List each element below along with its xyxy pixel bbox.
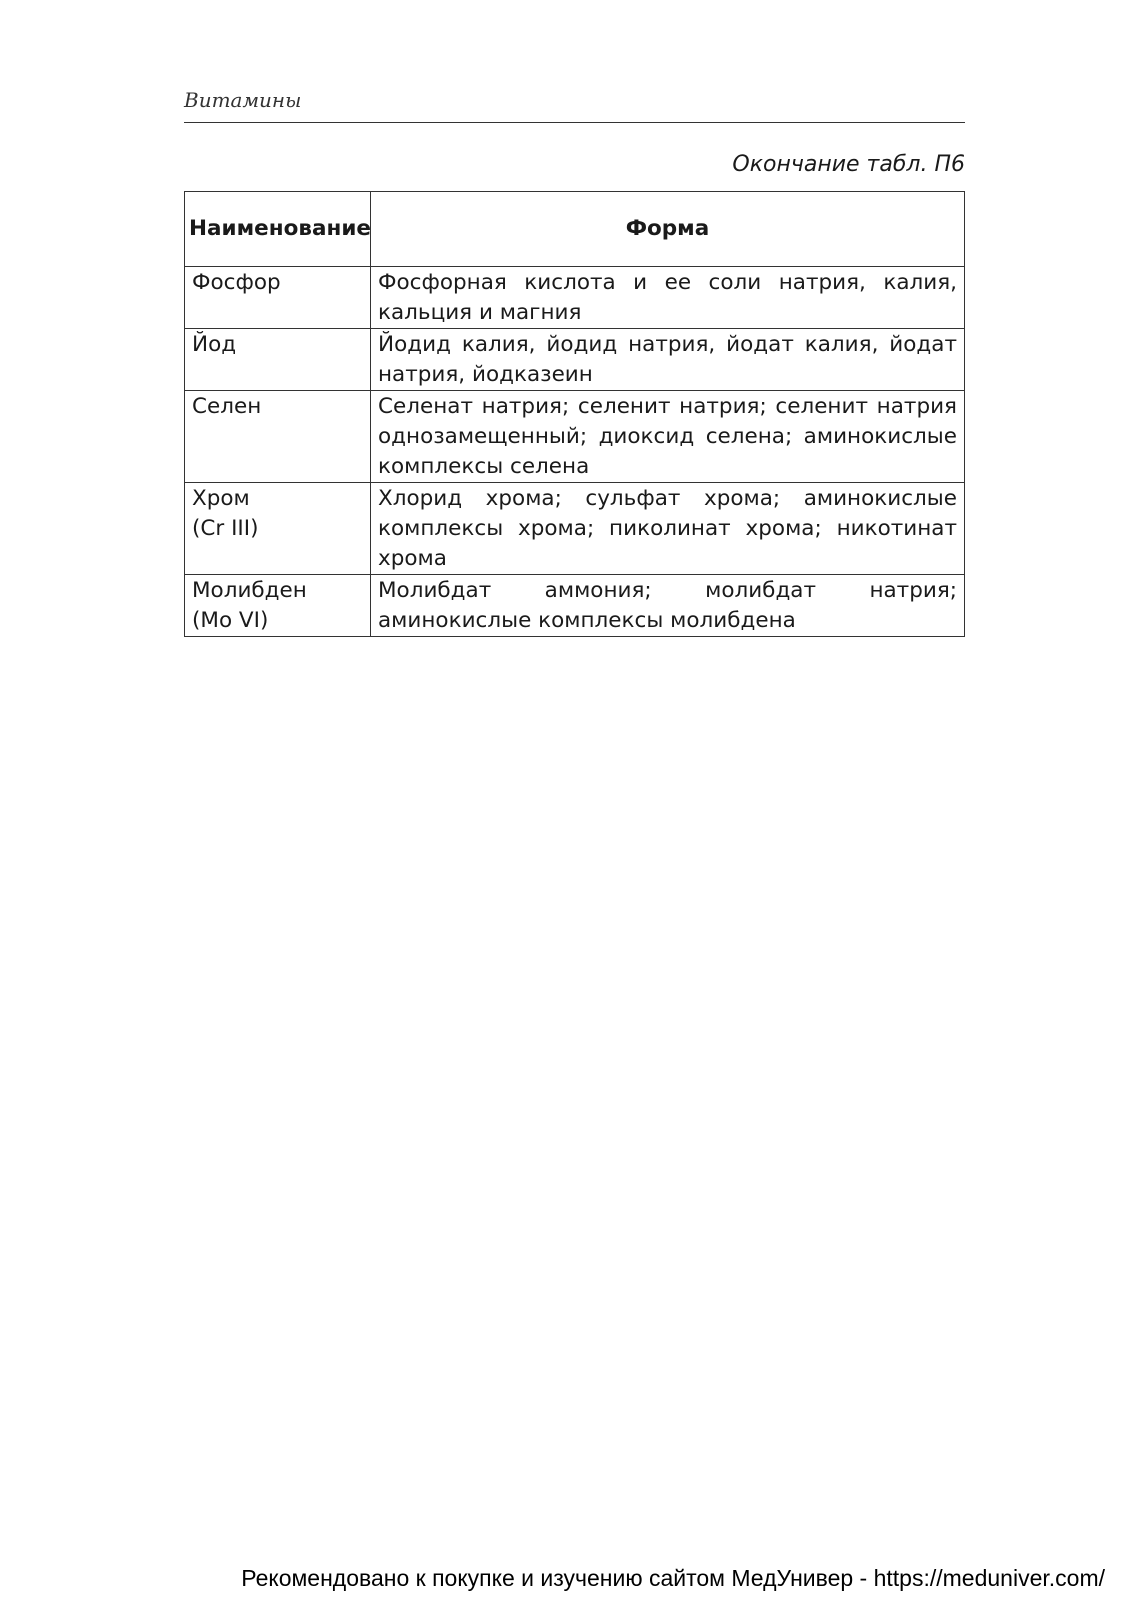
element-form: Селенат натрия; селенит натрия; селенит натрия однозамещенный; диоксид селена; аминокислые комплексы селена (371, 391, 965, 483)
footer-recommendation: Рекомендовано к покупке и изучению сайтом МедУнивер - https://meduniver.com/ (241, 1565, 1105, 1591)
table-row (185, 391, 965, 483)
element-name: Хром (Cr III) (185, 483, 371, 575)
element-name: Молибден (Mo VI) (185, 575, 371, 637)
header-name: Наименование (185, 192, 371, 267)
element-form: Йодид калия, йодид натрия, йодат калия, йодат натрия, йодказеин (371, 329, 965, 391)
element-form: Фосфорная кислота и ее соли натрия, калия, кальция и магния (371, 267, 965, 329)
table-row (185, 329, 965, 391)
table-caption: Окончание табл. П6 (732, 152, 965, 177)
running-head: Витамины (184, 88, 302, 112)
element-name: Фосфор (185, 267, 371, 329)
table-row (185, 483, 965, 575)
table-header-row (185, 192, 965, 267)
header-form: Форма (371, 192, 965, 267)
table-row (185, 267, 965, 329)
element-form: Молибдат аммония; молибдат натрия; аминокислые комплексы молибдена (371, 575, 965, 637)
element-name: Йод (185, 329, 371, 391)
header-rule (184, 122, 965, 123)
element-name: Селен (185, 391, 371, 483)
table-row (185, 575, 965, 637)
element-form: Хлорид хрома; сульфат хрома; аминокислые комплексы хрома; пиколинат хрома; никотинат хрома (371, 483, 965, 575)
elements-forms-table (184, 191, 965, 637)
